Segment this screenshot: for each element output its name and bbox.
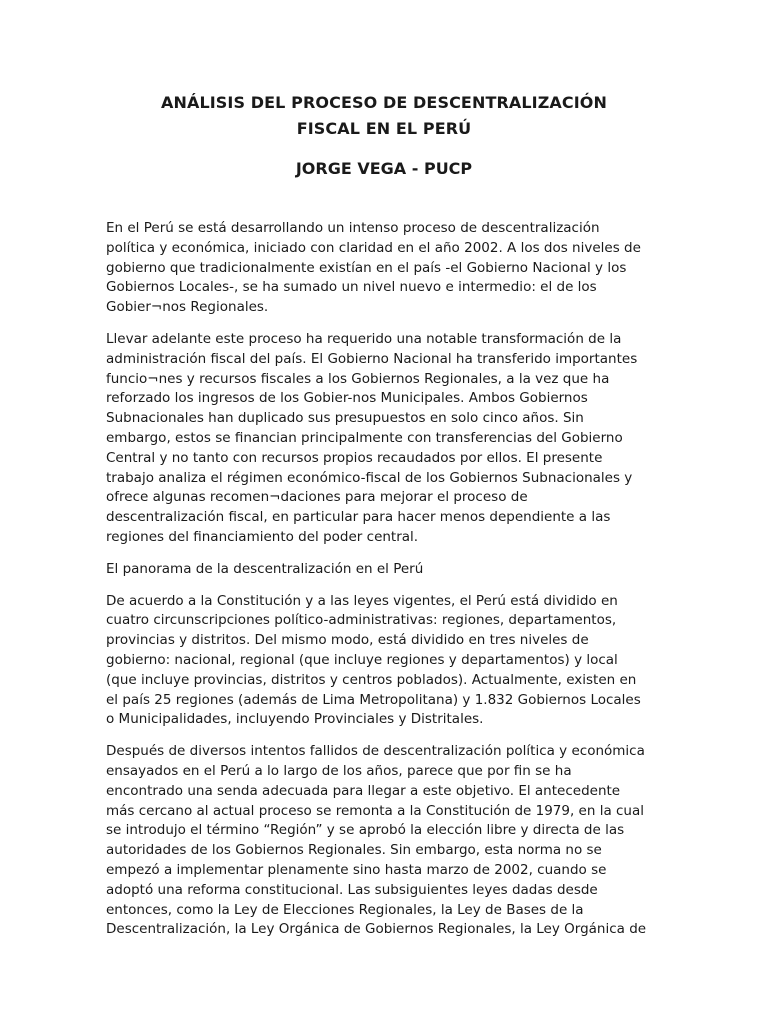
paragraph-3 [106,592,666,731]
text-line: gobierno que tradicionalmente existían en el país -el Gobierno Nacional y los [106,259,627,276]
text-line: regiones del financiamiento del poder central. [106,528,419,545]
text-line: trabajo analiza el régimen económico-fiscal de los Gobiernos Subnacionales y [106,469,633,486]
text-line: ofrece algunas recomen¬daciones para mejorar el proceso de [106,489,528,506]
text-line: empezó a implementar plenamente sino hasta marzo de 2002, cuando se [106,861,607,878]
paragraph-4 [106,742,666,940]
text-line: provincias y distritos. Del mismo modo, está dividido en tres niveles de [106,632,589,649]
text-line: administración fiscal del país. El Gobierno Nacional ha transferido importantes [106,350,638,367]
text-line: El panorama de la descentralización en el Perú [106,560,424,577]
text-line: o Municipalidades, incluyendo Provinciales y Distritales. [106,711,484,728]
section-heading [106,560,666,580]
paragraph-2 [106,330,666,548]
text-line: encontrado una senda adecuada para llegar a este objetivo. El antecedente [106,782,621,799]
document-title-line-2: FISCAL EN EL PERÚ [296,119,472,138]
text-line: entonces, como la Ley de Elecciones Regionales, la Ley de Bases de la [106,901,584,918]
text-line: Central y no tanto con recursos propios recaudados por ellos. El presente [106,449,603,466]
text-line: (que incluye provincias, distritos y centros poblados). Actualmente, existen en [106,671,637,688]
text-line: Llevar adelante este proceso ha requerido una notable transformación de la [106,330,622,347]
text-line: Gobiernos Locales-, se ha sumado un nivel nuevo e intermedio: el de los [106,279,597,296]
text-line: embargo, estos se financian principalmente con transferencias del Gobierno [106,429,623,446]
text-line: política y económica, iniciado con claridad en el año 2002. A los dos niveles de [106,239,641,256]
text-line: se introdujo el término “Región” y se aprobó la elección libre y directa de las [106,822,625,839]
text-line: cuatro circunscripciones político-administrativas: regiones, departamentos, [106,612,617,629]
document-title-line-1: ANÁLISIS DEL PROCESO DE DESCENTRALIZACIÓN [161,93,607,112]
text-line: Subnacionales han duplicado sus presupuestos en solo cinco años. Sin [106,410,584,427]
text-line: ensayados en el Perú a lo largo de los años, parece que por fin se ha [106,762,572,779]
text-line: el país 25 regiones (además de Lima Metropolitana) y 1.832 Gobiernos Locales [106,691,641,708]
paragraph-1 [106,219,666,318]
text-line: Gobier¬nos Regionales. [106,299,269,316]
text-line: autoridades de los Gobiernos Regionales. Sin embargo, esta norma no se [106,842,602,859]
text-line: De acuerdo a la Constitución y a las leyes vigentes, el Perú está dividido en [106,592,618,609]
text-line: descentralización fiscal, en particular para hacer menos dependiente a las [106,509,611,526]
text-line: más cercano al actual proceso se remonta a la Constitución de 1979, en la cual [106,802,645,819]
text-line: adoptó una reforma constitucional. Las subsiguientes leyes dadas desde [106,881,598,898]
document-body [106,219,666,952]
text-line: reforzado los ingresos de los Gobier-nos Municipales. Ambos Gobiernos [106,390,588,407]
document-author: JORGE VEGA - PUCP [295,159,473,178]
text-line: gobierno: nacional, regional (que incluye regiones y departamentos) y local [106,651,618,668]
title-block [100,90,668,181]
text-line: Después de diversos intentos fallidos de descentralización política y económica [106,743,645,760]
text-line: Descentralización, la Ley Orgánica de Gobiernos Regionales, la Ley Orgánica de [106,921,647,938]
text-line: funcio¬nes y recursos fiscales a los Gobiernos Regionales, a la vez que ha [106,370,610,387]
text-line: En el Perú se está desarrollando un intenso proceso de descentralización [106,220,600,236]
